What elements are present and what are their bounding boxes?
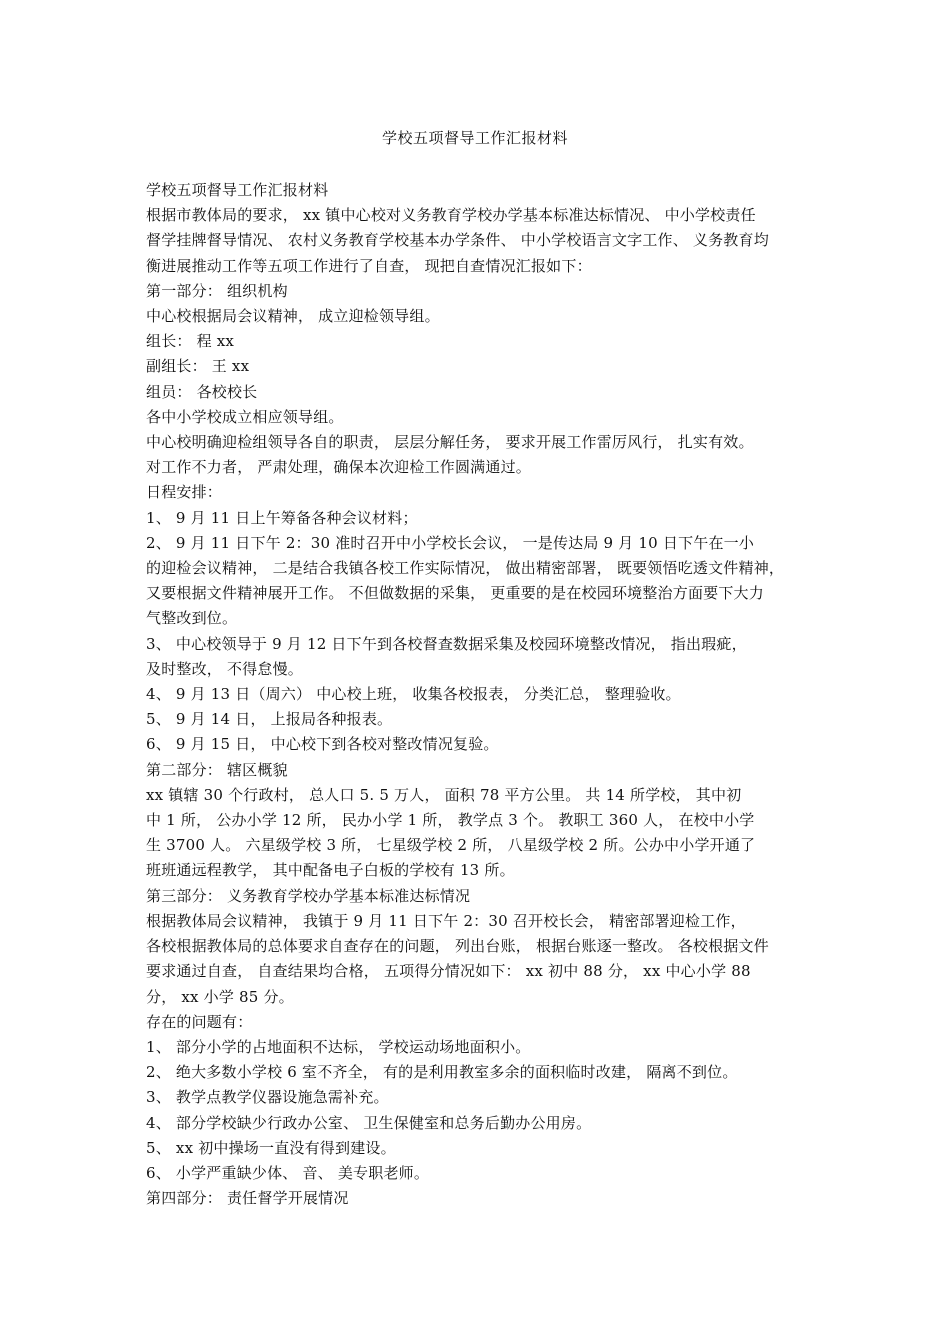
text-line: 根据教体局会议精神， 我镇于 9 月 11 日下午 2：30 召开校长会， 精密部署迎检工作， [146,911,746,930]
text-line: 第一部分： 组织机构 [146,281,288,300]
text-line: 存在的问题有： [146,1012,253,1031]
text-line: 班班通远程教学， 其中配备电子白板的学校有 13 所。 [146,861,515,880]
text-line: 各中小学校成立相应领导组。 [146,407,344,426]
text-line: 日程安排： [146,483,223,502]
text-line: 第二部分： 辖区概貌 [146,760,288,779]
text-line: 5、 xx 初中操场一直没有得到建设。 [146,1138,396,1157]
text-line: 衡进展推动工作等五项工作进行了自查， 现把自查情况汇报如下： [146,256,592,275]
text-line: 2、 绝大多数小学校 6 室不齐全， 有的是利用教室多余的面积临时改建， 隔离不到位。 [146,1063,738,1082]
text-line: 学校五项督导工作汇报材料 [146,181,329,199]
text-line: 中心校明确迎检组领导各自的职责， 层层分解任务， 要求开展工作雷厉风行， 扎实有效。 [146,433,754,452]
text-line: 5、 9 月 14 日， 上报局各种报表。 [146,710,393,729]
document-title: 学校五项督导工作汇报材料 [381,129,568,147]
text-line: 气整改到位。 [146,609,238,628]
text-line: 6、 小学严重缺少体、 音、 美专职老师。 [146,1163,430,1182]
text-line: 督学挂牌督导情况、 农村义务教育学校基本办学条件、 中小学校语言文字工作、 义务教育均 [146,231,769,250]
text-line: 又要根据文件精神展开工作。 不但做数据的采集， 更重要的是在校园环境整治方面要下大力 [146,584,764,603]
text-line: 及时整改， 不得怠慢。 [146,659,303,678]
text-line: 分， xx 小学 85 分。 [146,987,294,1006]
text-line: 6、 9 月 15 日， 中心校下到各校对整改情况复验。 [146,735,499,754]
text-line: 中心校根据局会议精神， 成立迎检领导组。 [146,307,440,326]
text-line: 第三部分： 义务教育学校办学基本标准达标情况 [146,886,471,905]
text-line: 的迎检会议精神， 二是结合我镇各校工作实际情况， 做出精密部署， 既要领悟吃透文件精神， [146,559,785,578]
text-line: 第四部分： 责任督学开展情况 [146,1189,349,1208]
text-line: 对工作不力者， 严肃处理，确保本次迎检工作圆满通过。 [146,458,531,477]
document-body [146,178,810,1211]
text-line: 1、 部分小学的占地面积不达标， 学校运动场地面积小。 [146,1037,531,1056]
text-line: 各校根据教体局的总体要求自查存在的问题， 列出台账， 根据台账逐一整改。 各校根据文件 [146,937,769,956]
text-line: 3、 教学点教学仪器设施急需补充。 [146,1088,389,1107]
text-line: 3、 中心校领导于 9 月 12 日下午到各校督查数据采集及校园环境整改情况， 指出瑕疵， [146,634,747,653]
text-line: 1、 9 月 11 日上午筹备各种会议材料； [146,508,418,527]
text-line: 组员： 各校校长 [146,382,258,401]
text-line: 4、 9 月 13 日（周六） 中心校上班， 收集各校报表， 分类汇总， 整理验收。 [146,685,681,704]
text-line: 副组长： 王 xx [146,357,250,376]
text-line: 中 1 所， 公办小学 12 所， 民办小学 1 所， 教学点 3 个。 教职工 360 人， 在校中小学 [146,811,755,830]
text-line: 生 3700 人。 六星级学校 3 所， 七星级学校 2 所， 八星级学校 2 所。公办中小学开通了 [146,836,756,855]
text-line: 组长： 程 xx [146,332,235,351]
text-line: 要求通过自查， 自查结果均合格， 五项得分情况如下： xx 初中 88 分， xx 中心小学 88 [146,962,751,981]
text-line: 2、 9 月 11 日下午 2：30 准时召开中小学校长会议， 一是传达局 9 月 10 日下午在一小 [146,533,755,552]
text-line: xx 镇辖 30 个行政村， 总人口 5. 5 万人， 面积 78 平方公里。 共 14 所学校， 其中初 [146,785,742,804]
text-line: 4、 部分学校缺少行政办公室、 卫生保健室和总务后勤办公用房。 [146,1113,592,1132]
text-line: 根据市教体局的要求， xx 镇中心校对义务教育学校办学基本标准达标情况、 中小学校责任 [146,206,756,225]
